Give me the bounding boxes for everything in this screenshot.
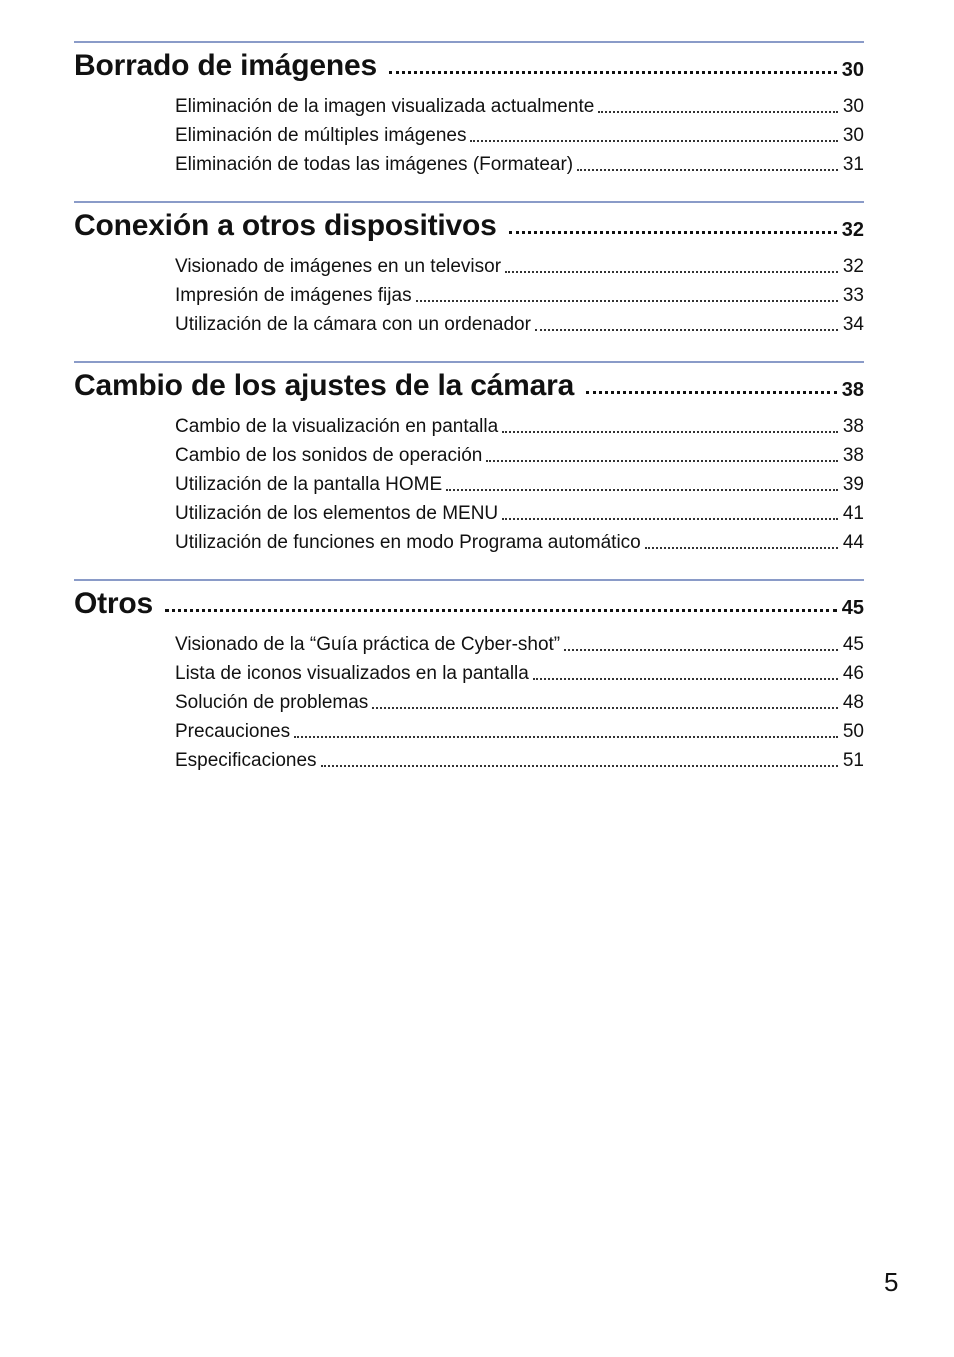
entry-page-number: 32 bbox=[842, 256, 864, 277]
toc-entry[interactable] bbox=[175, 469, 864, 498]
toc-entry[interactable] bbox=[175, 658, 864, 687]
entry-title: Eliminación de todas las imágenes (Formatear) bbox=[175, 154, 574, 175]
entry-title: Utilización de la cámara con un ordenador bbox=[175, 314, 531, 335]
toc-entry[interactable] bbox=[175, 280, 864, 309]
dot-leader bbox=[564, 649, 838, 651]
dot-leader bbox=[502, 518, 838, 520]
dot-leader bbox=[486, 460, 838, 462]
section-title: Borrado de imágenes bbox=[74, 49, 377, 82]
entry-title: Visionado de la “Guía práctica de Cyber-shot” bbox=[175, 634, 561, 655]
toc-section bbox=[74, 361, 864, 556]
section-entries bbox=[175, 91, 864, 178]
toc-entry[interactable] bbox=[175, 498, 864, 527]
entry-page-number: 51 bbox=[842, 750, 864, 771]
entry-page-number: 31 bbox=[842, 154, 864, 175]
section-page-number: 32 bbox=[841, 219, 864, 241]
toc-entry[interactable] bbox=[175, 745, 864, 774]
entry-page-number: 50 bbox=[842, 721, 864, 742]
entry-title: Visionado de imágenes en un televisor bbox=[175, 256, 502, 277]
entry-page-number: 33 bbox=[842, 285, 864, 306]
toc-entry[interactable] bbox=[175, 120, 864, 149]
dot-leader bbox=[446, 489, 838, 491]
page-number: 5 bbox=[884, 1267, 899, 1297]
entry-title: Cambio de la visualización en pantalla bbox=[175, 416, 499, 437]
dot-leader bbox=[294, 736, 838, 738]
section-heading[interactable] bbox=[74, 363, 864, 403]
entry-page-number: 30 bbox=[842, 96, 864, 117]
toc-entry[interactable] bbox=[175, 309, 864, 338]
section-page-number: 30 bbox=[841, 59, 864, 81]
section-title: Otros bbox=[74, 587, 154, 620]
section-entries bbox=[175, 629, 864, 774]
dot-leader bbox=[509, 231, 837, 234]
section-page-number: 45 bbox=[841, 597, 864, 619]
dot-leader bbox=[645, 547, 838, 549]
toc-entry[interactable] bbox=[175, 91, 864, 120]
toc-section bbox=[74, 201, 864, 338]
dot-leader bbox=[502, 431, 838, 433]
entry-title: Solución de problemas bbox=[175, 692, 369, 713]
toc-section bbox=[74, 579, 864, 774]
dot-leader bbox=[372, 707, 838, 709]
entry-page-number: 44 bbox=[842, 532, 864, 553]
entry-title: Cambio de los sonidos de operación bbox=[175, 445, 483, 466]
section-title: Conexión a otros dispositivos bbox=[74, 209, 497, 242]
toc-section bbox=[74, 41, 864, 178]
toc-entry[interactable] bbox=[175, 527, 864, 556]
entry-title: Impresión de imágenes fijas bbox=[175, 285, 412, 306]
entry-page-number: 45 bbox=[842, 634, 864, 655]
entry-title: Utilización de la pantalla HOME bbox=[175, 474, 443, 495]
section-heading[interactable] bbox=[74, 43, 864, 83]
section-title: Cambio de los ajustes de la cámara bbox=[74, 369, 575, 402]
section-heading[interactable] bbox=[74, 203, 864, 243]
section-entries bbox=[175, 251, 864, 338]
toc-entry[interactable] bbox=[175, 440, 864, 469]
dot-leader bbox=[586, 391, 837, 394]
toc-entry[interactable] bbox=[175, 251, 864, 280]
section-page-number: 38 bbox=[841, 379, 864, 401]
dot-leader bbox=[470, 140, 837, 142]
entry-page-number: 48 bbox=[842, 692, 864, 713]
entry-page-number: 39 bbox=[842, 474, 864, 495]
entry-title: Eliminación de la imagen visualizada actualmente bbox=[175, 96, 595, 117]
dot-leader bbox=[598, 111, 838, 113]
dot-leader bbox=[577, 169, 838, 171]
dot-leader bbox=[389, 71, 837, 74]
entry-title: Eliminación de múltiples imágenes bbox=[175, 125, 467, 146]
section-heading[interactable] bbox=[74, 581, 864, 621]
section-entries bbox=[175, 411, 864, 556]
dot-leader bbox=[165, 609, 837, 612]
entry-page-number: 38 bbox=[842, 416, 864, 437]
table-of-contents bbox=[74, 41, 864, 797]
entry-page-number: 38 bbox=[842, 445, 864, 466]
entry-title: Utilización de funciones en modo Programa automático bbox=[175, 532, 641, 553]
toc-entry[interactable] bbox=[175, 687, 864, 716]
entry-page-number: 46 bbox=[842, 663, 864, 684]
dot-leader bbox=[533, 678, 838, 680]
dot-leader bbox=[416, 300, 838, 302]
toc-entry[interactable] bbox=[175, 149, 864, 178]
entry-page-number: 41 bbox=[842, 503, 864, 524]
entry-page-number: 34 bbox=[842, 314, 864, 335]
dot-leader bbox=[321, 765, 838, 767]
entry-title: Especificaciones bbox=[175, 750, 317, 771]
entry-title: Precauciones bbox=[175, 721, 291, 742]
entry-page-number: 30 bbox=[842, 125, 864, 146]
dot-leader bbox=[535, 329, 838, 331]
dot-leader bbox=[505, 271, 838, 273]
entry-title: Lista de iconos visualizados en la pantalla bbox=[175, 663, 529, 684]
toc-entry[interactable] bbox=[175, 411, 864, 440]
toc-entry[interactable] bbox=[175, 716, 864, 745]
toc-entry[interactable] bbox=[175, 629, 864, 658]
entry-title: Utilización de los elementos de MENU bbox=[175, 503, 499, 524]
